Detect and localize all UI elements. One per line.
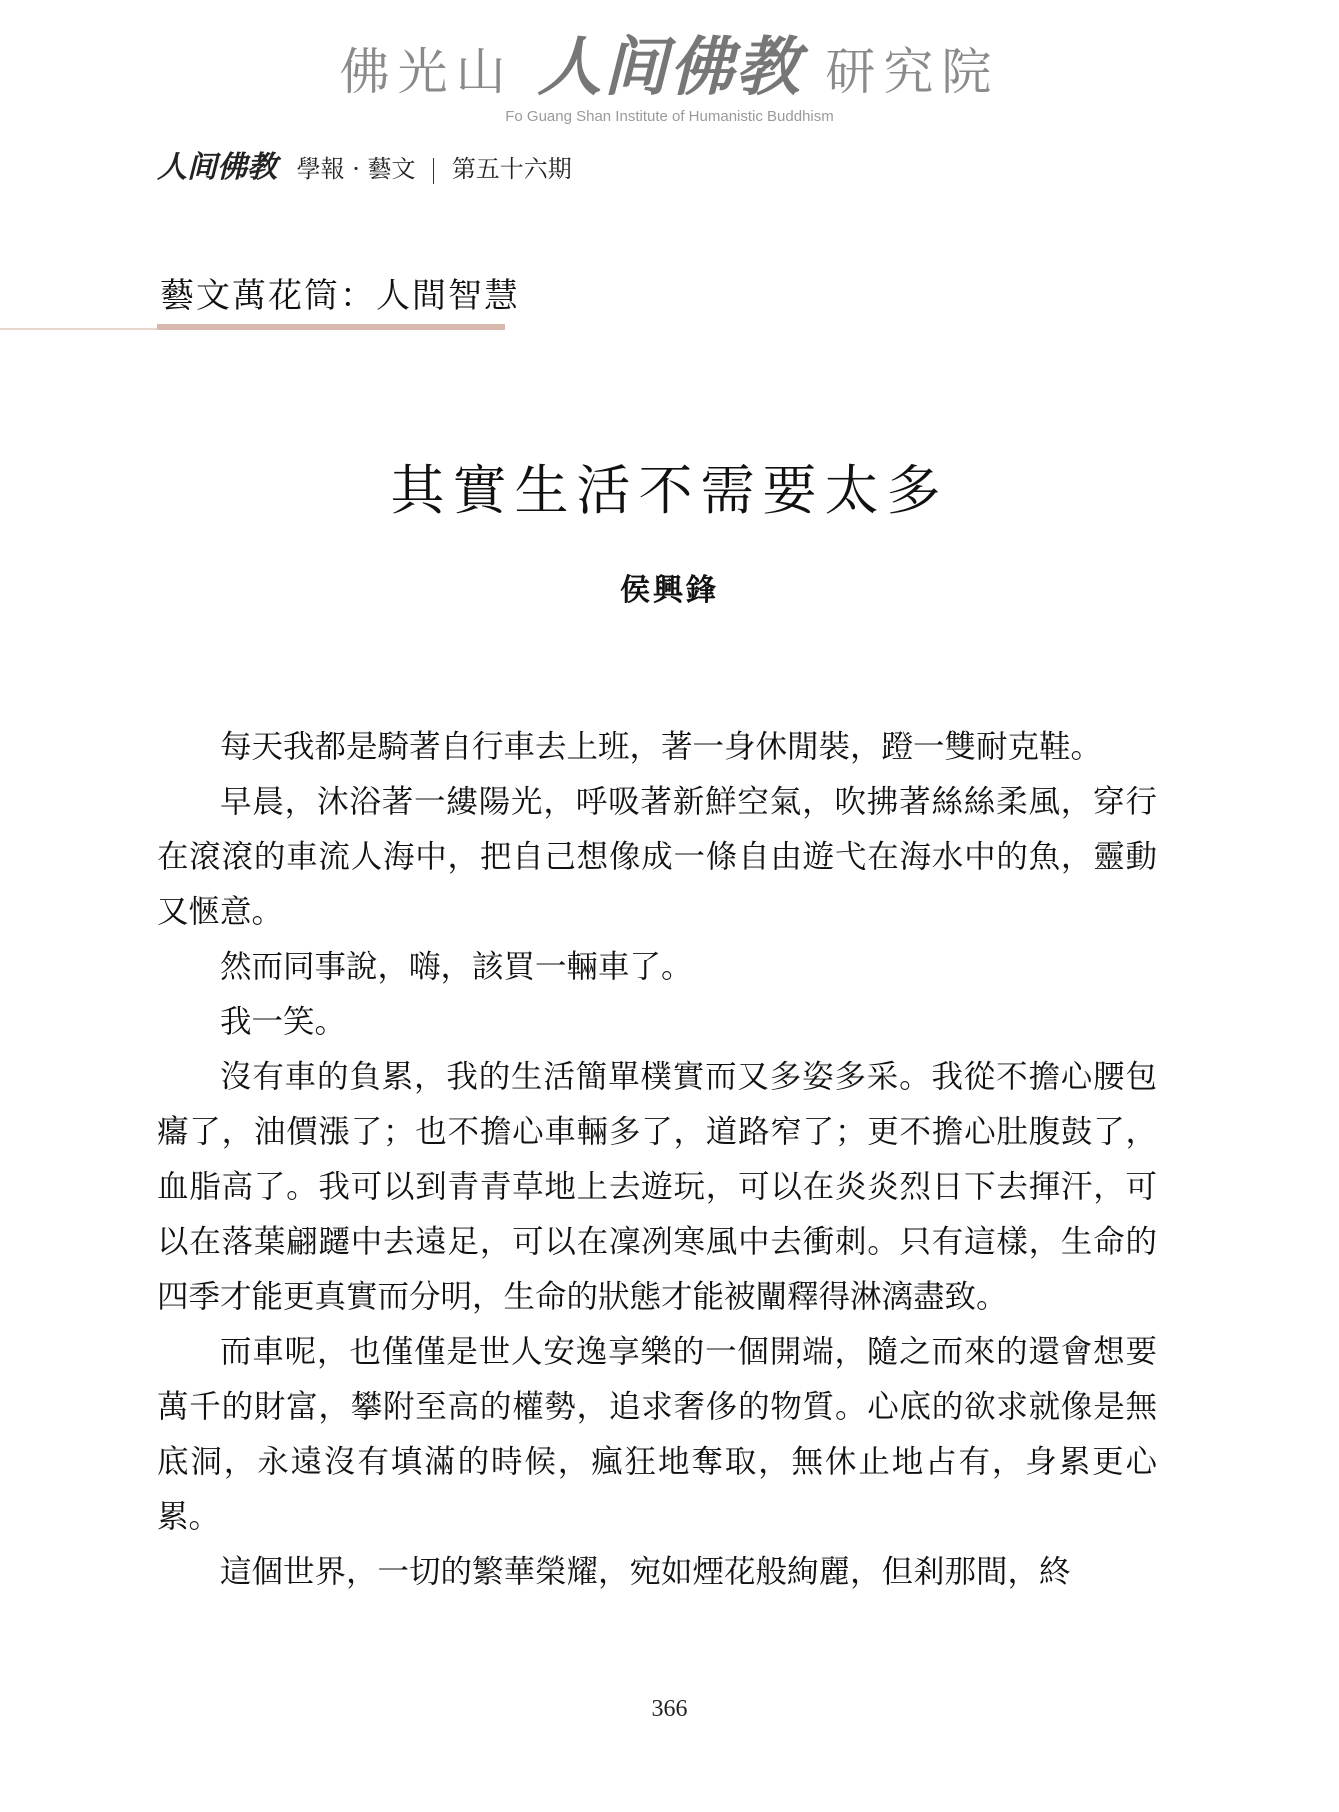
paragraph: 沒有車的負累，我的生活簡單樸實而又多姿多采。我從不擔心腰包癟了，油價漲了；也不擔心車輛多了，道路窄了；更不擔心肚腹鼓了，血脂高了。我可以到青青草地上去遊玩，可以在炎炎烈日下去揮汗，可以在落葉翩躚中去遠足，可以在凜冽寒風中去衝刺。只有這樣，生命的四季才能更真實而分明，生命的狀態才能被闡釋得淋漓盡致。 [157, 1059, 1157, 1315]
article-body [157, 720, 1157, 1600]
journal-logo: 人间佛教 [157, 150, 277, 185]
page-number: 366 [651, 1696, 688, 1722]
institute-brand-logo: 人间佛教 [537, 30, 802, 105]
institute-name [0, 30, 1339, 105]
paragraph: 我一笑。 [220, 1004, 347, 1040]
article-title: 其實生活不需要太多 [390, 459, 949, 522]
journal-header [157, 142, 572, 186]
institute-english-name: Fo Guang Shan Institute of Humanistic Buddhism [505, 108, 834, 125]
institute-prefix: 佛光山 [339, 43, 514, 101]
institute-header [0, 30, 1339, 125]
article-author: 侯興鋒 [620, 573, 719, 608]
journal-name: 學報 · 藝文 [296, 155, 416, 183]
journal-divider [433, 158, 434, 184]
journal-issue: 第五十六期 [451, 155, 572, 183]
section-title: 藝文萬花筒：人間智慧 [160, 276, 520, 316]
paragraph: 早晨，沐浴著一縷陽光，呼吸著新鮮空氣，吹拂著絲絲柔風，穿行在滾滾的車流人海中，把自己想像成一條自由遊弋在海水中的魚，靈動又愜意。 [157, 784, 1157, 930]
section-rule-thick [157, 324, 505, 330]
paragraph: 然而同事說，嗨，該買一輛車了。 [220, 949, 693, 985]
institute-suffix: 研究院 [825, 43, 1000, 101]
paragraph: 這個世界，一切的繁華榮耀，宛如煙花般絢麗，但剎那間，終 [220, 1554, 1071, 1590]
paragraph: 而車呢，也僅僅是世人安逸享樂的一個開端，隨之而來的還會想要萬千的財富，攀附至高的權勢，追求奢侈的物質。心底的欲求就像是無底洞，永遠沒有填滿的時候，瘋狂地奪取，無休止地占有，身累更心累。 [157, 1334, 1157, 1535]
paragraph: 每天我都是騎著自行車去上班，著一身休閒裝，蹬一雙耐克鞋。 [220, 729, 1103, 765]
